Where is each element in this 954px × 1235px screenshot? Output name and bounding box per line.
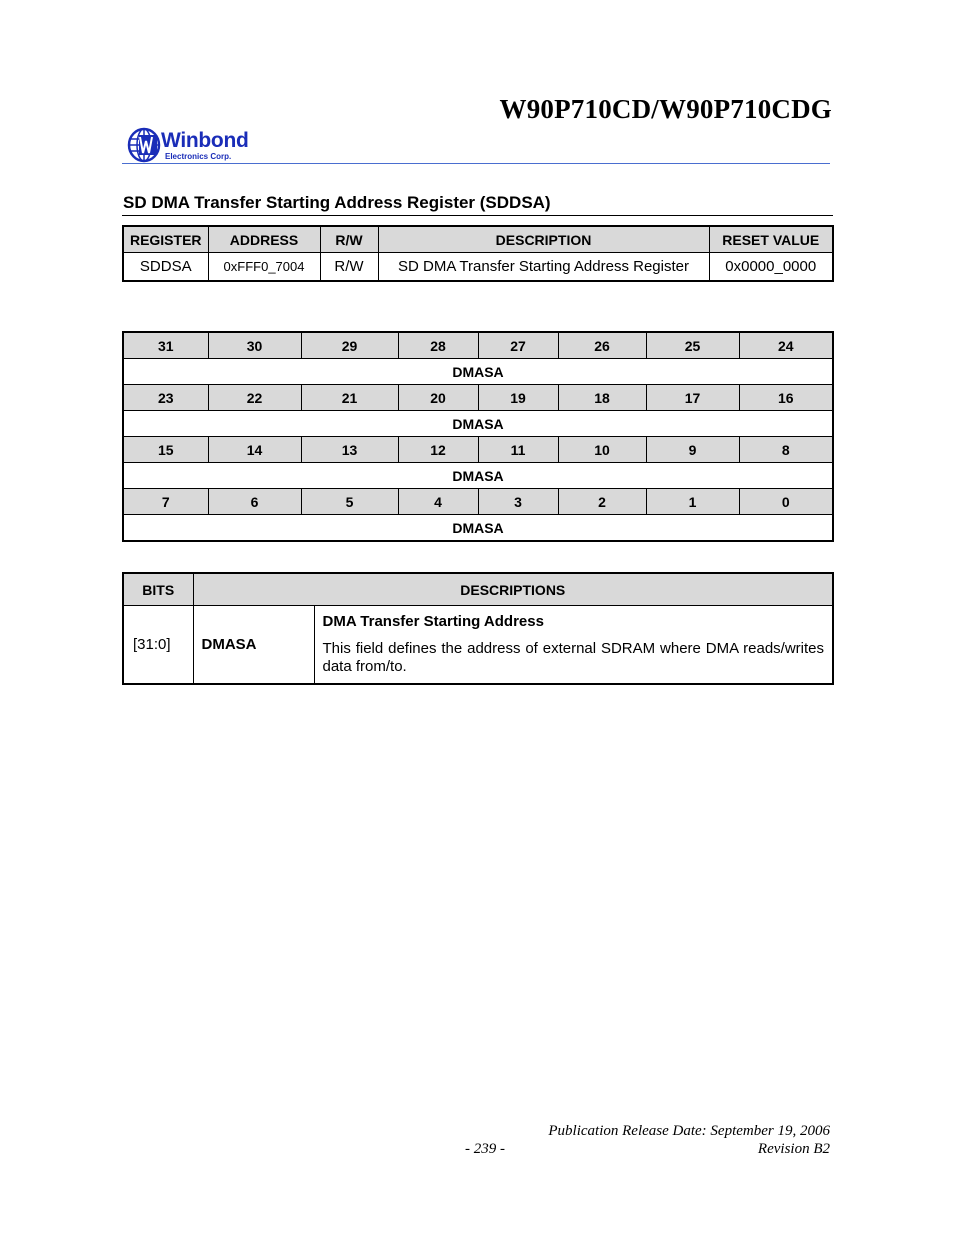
logo-wordmark: Winbond xyxy=(161,129,249,152)
bit-field-name: DMASA xyxy=(123,359,833,385)
register-summary-table xyxy=(122,225,834,282)
logo-subtext: Electronics Corp. xyxy=(165,152,232,161)
bit-number-row xyxy=(123,385,833,411)
column-header: REGISTER xyxy=(123,226,208,253)
bit-number: 23 xyxy=(123,385,208,411)
globe-icon xyxy=(127,125,161,163)
header-divider xyxy=(122,163,830,164)
footer-release-date: Publication Release Date: September 19, 2006 xyxy=(548,1123,830,1139)
column-header: ADDRESS xyxy=(208,226,320,253)
bit-number: 16 xyxy=(739,385,833,411)
bit-number: 3 xyxy=(478,489,558,515)
bit-number: 2 xyxy=(558,489,646,515)
bit-number: 25 xyxy=(646,332,739,359)
bit-field-name: DMASA xyxy=(123,411,833,437)
winbond-logo xyxy=(127,125,257,165)
bit-number: 8 xyxy=(739,437,833,463)
bit-field-name: DMASA xyxy=(123,515,833,542)
bit-number: 10 xyxy=(558,437,646,463)
bit-field-row xyxy=(123,359,833,385)
field-bits: [31:0] xyxy=(123,606,193,684)
bit-number: 24 xyxy=(739,332,833,359)
bit-number: 21 xyxy=(301,385,398,411)
bit-number: 19 xyxy=(478,385,558,411)
register-reset-value: 0x0000_0000 xyxy=(709,253,833,282)
column-header: DESCRIPTIONS xyxy=(193,573,833,606)
bit-number: 18 xyxy=(558,385,646,411)
bit-number: 5 xyxy=(301,489,398,515)
table-row xyxy=(123,253,833,282)
section-title: SD DMA Transfer Starting Address Register (SDDSA) xyxy=(123,193,551,212)
footer-revision: Revision B2 xyxy=(757,1141,830,1157)
bit-number-row xyxy=(123,332,833,359)
field-heading: DMA Transfer Starting Address xyxy=(322,613,544,630)
footer-page-number: - 239 - xyxy=(465,1141,505,1157)
bit-number: 29 xyxy=(301,332,398,359)
table-row xyxy=(123,606,833,684)
bit-field-name: DMASA xyxy=(123,463,833,489)
document-title: W90P710CD/W90P710CDG xyxy=(499,94,832,124)
bit-number-row xyxy=(123,489,833,515)
bit-number-row xyxy=(123,437,833,463)
bit-number: 9 xyxy=(646,437,739,463)
column-header: RESET VALUE xyxy=(709,226,833,253)
bit-number: 17 xyxy=(646,385,739,411)
table-header-row xyxy=(123,226,833,253)
register-access: R/W xyxy=(320,253,378,282)
bit-number: 28 xyxy=(398,332,478,359)
column-header: R/W xyxy=(320,226,378,253)
bit-number: 4 xyxy=(398,489,478,515)
bit-number: 22 xyxy=(208,385,301,411)
section-divider xyxy=(122,215,833,216)
field-body: This field defines the address of external SDRAM where DMA reads/writes data from/to. xyxy=(322,640,825,675)
table-header-row xyxy=(123,573,833,606)
field-name: DMASA xyxy=(193,606,314,684)
bit-number: 7 xyxy=(123,489,208,515)
register-name: SDDSA xyxy=(123,253,208,282)
field-description xyxy=(314,606,833,684)
bit-field-row xyxy=(123,463,833,489)
column-header: DESCRIPTION xyxy=(378,226,709,253)
register-address: 0xFFF0_7004 xyxy=(208,253,320,282)
bit-field-row xyxy=(123,411,833,437)
bit-number: 13 xyxy=(301,437,398,463)
bit-number: 11 xyxy=(478,437,558,463)
bit-field-row xyxy=(123,515,833,542)
bit-number: 14 xyxy=(208,437,301,463)
bit-number: 15 xyxy=(123,437,208,463)
field-description-table xyxy=(122,572,834,685)
bit-number: 12 xyxy=(398,437,478,463)
bit-number: 0 xyxy=(739,489,833,515)
bit-number: 20 xyxy=(398,385,478,411)
bit-number: 30 xyxy=(208,332,301,359)
column-header: BITS xyxy=(123,573,193,606)
bit-number: 1 xyxy=(646,489,739,515)
bit-number: 6 xyxy=(208,489,301,515)
bit-number: 27 xyxy=(478,332,558,359)
bit-field-table xyxy=(122,331,834,542)
bit-number: 26 xyxy=(558,332,646,359)
register-description: SD DMA Transfer Starting Address Register xyxy=(378,253,709,282)
bit-number: 31 xyxy=(123,332,208,359)
